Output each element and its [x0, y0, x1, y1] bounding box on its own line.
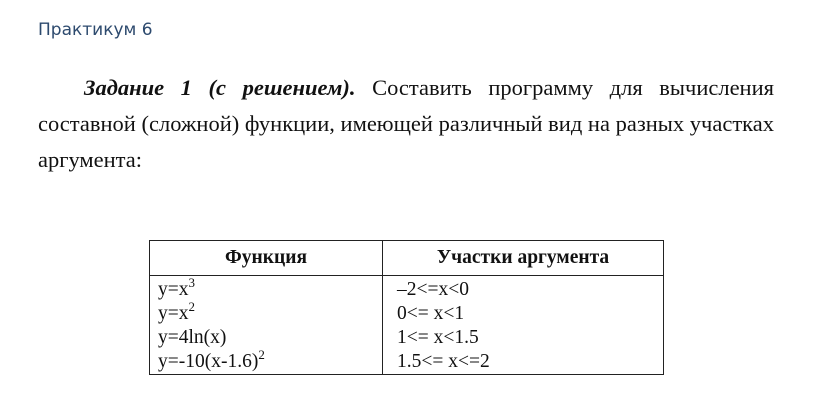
function-exponent: 2 — [188, 298, 195, 314]
function-item — [158, 326, 374, 350]
range-cell — [383, 276, 664, 375]
function-table — [149, 240, 664, 375]
function-item — [158, 346, 374, 374]
function-exponent: 3 — [188, 274, 195, 290]
function-text: y=x — [158, 279, 189, 300]
header-ranges: Участки аргумента — [383, 241, 664, 276]
function-cell — [150, 276, 383, 375]
function-exponent: 2 — [258, 346, 265, 362]
table-row — [150, 276, 664, 375]
function-text: y=x — [158, 303, 189, 324]
table-header-row — [150, 241, 664, 276]
function-item — [158, 298, 374, 326]
task-paragraph — [38, 70, 774, 178]
task-lead: Задание 1 (с решением). — [84, 75, 356, 100]
range-item: 0<= x<1 — [397, 303, 465, 324]
header-function: Функция — [150, 241, 383, 276]
page-header: Практикум 6 — [38, 20, 153, 40]
range-item: 1<= x<1.5 — [397, 327, 479, 348]
function-text: y=-10(x-1.6) — [158, 351, 259, 372]
task-text: Составить программу для вычисления составной (сложной) функции, имеющей различный вид на разных участках аргумента: — [38, 75, 774, 172]
function-text: y=4ln(x) — [158, 327, 227, 348]
range-item: –2<=x<0 — [397, 279, 469, 300]
range-item: 1.5<= x<=2 — [397, 351, 490, 372]
